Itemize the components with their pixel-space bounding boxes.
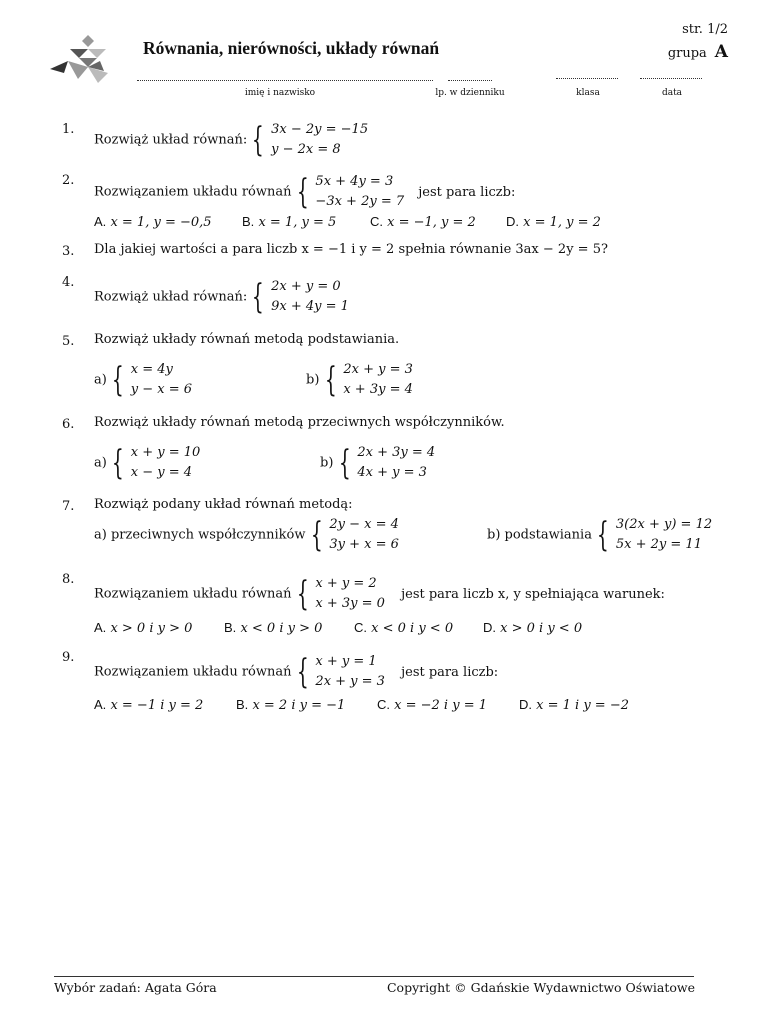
task-number: 5. (62, 334, 75, 349)
answer-option-c[interactable]: C. x = −1, y = 2 (370, 214, 476, 230)
task-5-text: Rozwiąż układy równań metodą podstawiania. (94, 332, 400, 347)
footer-rule (54, 976, 694, 977)
task-number: 3. (62, 244, 75, 259)
task-text: Rozwiąż układ równań: (94, 289, 248, 305)
task-text-tail: jest para liczb: (401, 664, 499, 680)
brace-icon: { (296, 172, 309, 212)
task-7-part-b: b) podstawiania { 3(2x + y) = 12 5x + 2y = 11 (487, 515, 713, 555)
brace-icon: { (296, 652, 309, 692)
date-field-line[interactable] (640, 78, 702, 79)
equation-system: 2x + y = 3 x + 3y = 4 (343, 362, 413, 397)
date-field-label: data (661, 88, 683, 98)
task-7-text: Rozwiąż podany układ równań metodą: (94, 497, 353, 512)
group-indicator: grupa A (667, 42, 728, 62)
task-1 (94, 120, 368, 160)
brace-icon: { (252, 277, 265, 317)
task-6-part-b: b) { 2x + 3y = 4 4x + y = 3 (320, 443, 436, 483)
brace-icon: { (252, 120, 265, 160)
task-text: Rozwiązaniem układu równań (94, 664, 292, 680)
equation-system: 5x + 4y = 3 −3x + 2y = 7 (315, 174, 405, 209)
register-number-field-line[interactable] (448, 80, 492, 81)
task-number: 7. (62, 499, 75, 514)
task-4 (94, 277, 349, 317)
name-field-label: imię i nazwisko (244, 88, 316, 98)
task-2 (94, 172, 515, 212)
publisher-logo (48, 33, 114, 87)
equation-system: x + y = 10 x − y = 4 (130, 445, 201, 480)
brace-icon: { (111, 443, 124, 483)
task-number: 8. (62, 572, 75, 587)
task-number: 1. (62, 122, 75, 137)
equation-system: 3(2x + y) = 12 5x + 2y = 11 (615, 517, 713, 552)
equation-system: 3x − 2y = −15 y − 2x = 8 (271, 122, 369, 157)
answer-option-c[interactable]: C. x = −2 i y = 1 (377, 697, 487, 713)
brace-icon: { (338, 443, 351, 483)
task-3-text: Dla jakiej wartości a para liczb x = −1 i y = 2 spełnia równanie 3ax − 2y = 5? (94, 242, 608, 257)
task-text-tail: jest para liczb: (418, 184, 516, 200)
answer-option-a[interactable]: A. x > 0 i y > 0 (94, 620, 193, 636)
answer-option-a[interactable]: A. x = −1 i y = 2 (94, 697, 204, 713)
class-field-label: klasa (576, 88, 600, 98)
task-7-part-a: a) przeciwnych współczynników { 2y − x = 4 3y + x = 6 (94, 515, 399, 555)
answer-option-b[interactable]: B. x < 0 i y > 0 (224, 620, 323, 636)
answer-option-b[interactable]: B. x = 2 i y = −1 (236, 697, 346, 713)
page-number: str. 1/2 (682, 22, 728, 37)
task-number: 9. (62, 650, 75, 665)
brace-icon: { (296, 574, 309, 614)
equation-system: x + y = 1 2x + y = 3 (315, 654, 385, 689)
footer-copyright: Copyright © Gdańskie Wydawnictwo Oświatowe (386, 980, 695, 995)
brace-icon: { (324, 360, 337, 400)
task-8 (94, 574, 665, 614)
brace-icon: { (310, 515, 323, 555)
task-number: 4. (62, 275, 75, 290)
task-6-part-a: a) { x + y = 10 x − y = 4 (94, 443, 201, 483)
equation-system: x + y = 2 x + 3y = 0 (315, 576, 385, 611)
task-6-text: Rozwiąż układy równań metodą przeciwnych współczynników. (94, 415, 505, 430)
task-9 (94, 652, 498, 692)
task-5-part-a: a) { x = 4y y − x = 6 (94, 360, 193, 400)
answer-option-b[interactable]: B. x = 1, y = 5 (242, 214, 337, 230)
equation-system: x = 4y y − x = 6 (130, 362, 193, 397)
footer-author: Wybór zadań: Agata Góra (54, 980, 217, 995)
brace-icon: { (111, 360, 124, 400)
class-field-line[interactable] (556, 78, 618, 79)
task-text: Rozwiązaniem układu równań (94, 184, 292, 200)
register-number-field-label: lp. w dzienniku (435, 88, 505, 98)
task-number: 6. (62, 417, 75, 432)
answer-option-d[interactable]: D. x = 1, y = 2 (506, 214, 601, 230)
task-number: 2. (62, 173, 75, 188)
brace-icon: { (596, 515, 609, 555)
task-text: Rozwiąż układ równań: (94, 132, 248, 148)
equation-system: 2y − x = 4 3y + x = 6 (329, 517, 399, 552)
task-text: Rozwiązaniem układu równań (94, 586, 292, 602)
answer-option-c[interactable]: C. x < 0 i y < 0 (354, 620, 454, 636)
answer-option-d[interactable]: D. x = 1 i y = −2 (519, 697, 629, 713)
name-field-line[interactable] (137, 80, 433, 81)
equation-system: 2x + 3y = 4 4x + y = 3 (357, 445, 436, 480)
answer-option-d[interactable]: D. x > 0 i y < 0 (483, 620, 583, 636)
equation-system: 2x + y = 0 9x + 4y = 1 (271, 279, 349, 314)
task-5-part-b: b) { 2x + y = 3 x + 3y = 4 (306, 360, 413, 400)
task-text-tail: jest para liczb x, y spełniająca warunek: (401, 586, 665, 602)
worksheet-title: Równania, nierówności, układy równań (143, 38, 440, 58)
answer-option-a[interactable]: A. x = 1, y = −0,5 (94, 214, 212, 230)
